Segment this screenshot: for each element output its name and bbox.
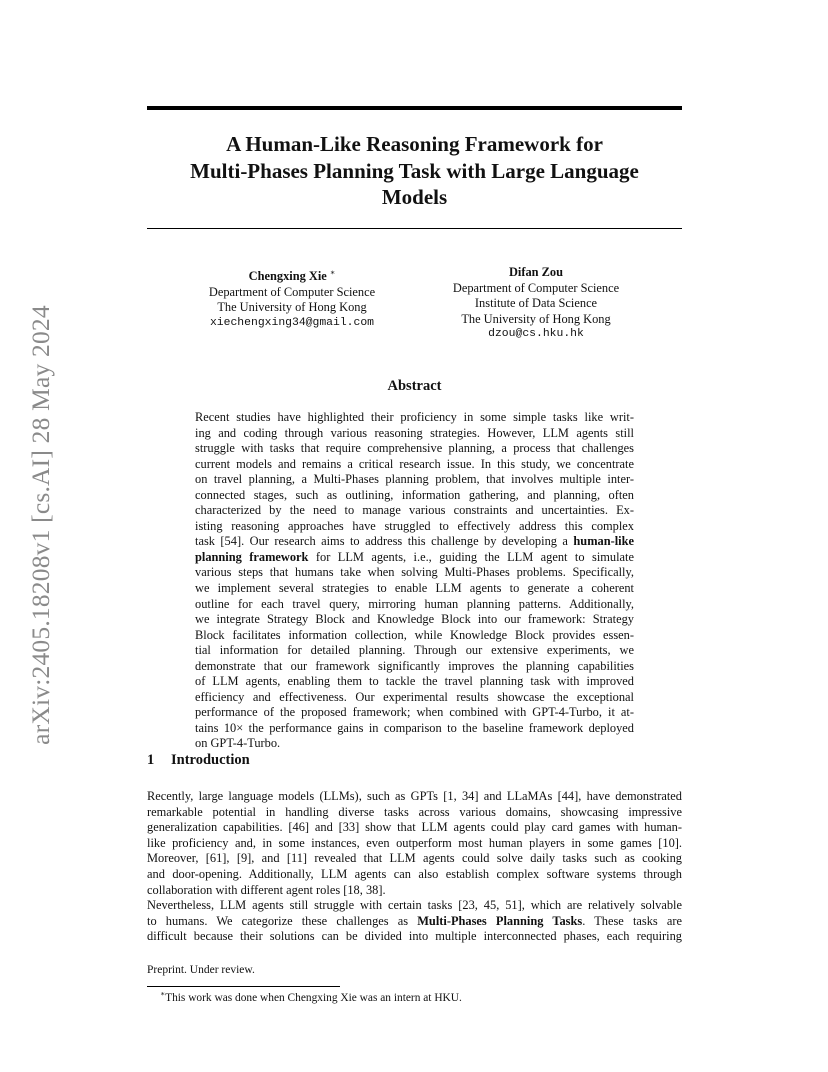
abstract-heading: Abstract (387, 378, 442, 394)
abstract-body (195, 410, 634, 752)
abstract-line: efficiency and effectiveness. Our experimental results showcase the exceptional (195, 689, 634, 704)
author-2-name: Difan Zou (508, 265, 564, 279)
intro-paragraph-1 (147, 789, 682, 898)
intro-paragraph-2 (147, 898, 682, 945)
title-line-2: Multi-Phases Planning Task with Large Language (190, 158, 639, 183)
arxiv-id-text: arXiv:2405.18208v1 [cs.AI] 28 May 2024 (26, 305, 55, 745)
author-1-footnote-mark: ∗ (329, 268, 336, 277)
footnote-mark: ∗ (160, 989, 166, 998)
abstract-line: Block facilitates information collection, while Knowledge Block provides essen- (195, 627, 634, 642)
author-1-email: xiechengxing34@gmail.com (209, 316, 375, 329)
section-title: Introduction (171, 752, 250, 768)
abstract-line (195, 550, 634, 566)
bold-term: Multi-Phases Planning Tasks (417, 913, 583, 928)
abstract-line (195, 534, 634, 550)
paragraph-line (147, 914, 682, 930)
paragraph-line: Recently, large language models (LLMs), such as GPTs [1, 34] and LLaMAs [44], have demonstrated (147, 789, 682, 803)
paragraph-line: remarkable potential in handling diverse tasks across various domains, showcasing impressive (147, 804, 682, 819)
paper-title (147, 131, 682, 211)
paragraph-text: . These tasks are (582, 913, 682, 928)
abstract-line: Recent studies have highlighted their proficiency in some simple tasks like writ- (195, 410, 634, 424)
abstract-line: various steps that humans take when solving Multi-Phases problems. Specifically, (195, 565, 634, 580)
abstract-line: we integrate Strategy Block and Knowledge Block into our framework: Strategy (195, 612, 634, 627)
author-1 (187, 265, 397, 332)
title-bottom-rule (147, 228, 682, 229)
author-2 (431, 265, 641, 343)
author-1-affiliation-1: Department of Computer Science (208, 284, 376, 299)
abstract-line: on GPT-4-Turbo. (195, 736, 281, 751)
abstract-line: ing and coding through various reasoning strategies. However, LLM agents still (195, 425, 634, 440)
author-2-email: dzou@cs.hku.hk (488, 328, 584, 341)
abstract-line: current models and remains a critical research issue. In this study, we concentrate (195, 456, 634, 471)
title-line-1: A Human-Like Reasoning Framework for (226, 132, 603, 156)
footnote (160, 989, 462, 1004)
abstract-line: tains 10× the performance gains in comparison to the baseline framework deployed (195, 720, 634, 735)
abstract-line: characterized by the need to manage various constraints and uncertainties. Ex- (195, 503, 634, 518)
paragraph-text: to humans. We categorize these challenges as (147, 913, 418, 928)
section-number: 1 (147, 752, 155, 768)
author-2-affiliation-1: Department of Computer Science (452, 280, 620, 295)
abstract-bold-term: human-like (573, 534, 634, 549)
abstract-line: performance of the proposed framework; when combined with GPT-4-Turbo, it at- (195, 705, 634, 720)
abstract-line: connected stages, such as outlining, information gathering, and planning, often (195, 487, 634, 502)
abstract-line: we implement several strategies to enable LLM agents to generate a coherent (195, 581, 634, 596)
paragraph-line: collaboration with different agent roles [18, 38]. (147, 882, 386, 897)
author-2-affiliation-3: The University of Hong Kong (461, 311, 611, 326)
abstract-line: isting reasoning approaches have struggled to effectively address this complex (195, 518, 634, 533)
abstract-line-text: task [54]. Our research aims to address this challenge by developing a (195, 534, 574, 549)
abstract-line: struggle with tasks that require comprehensive planning, a process that challenges (195, 441, 634, 456)
abstract-line: tial information for detailed planning. Through our extensive experiments, we (195, 643, 634, 658)
abstract-line: demonstrate that our framework significantly improves the planning capabilities (195, 658, 634, 673)
author-2-affiliation-2: Institute of Data Science (474, 296, 598, 311)
abstract-line: on travel planning, a Multi-Phases planning problem, that involves multiple inter- (195, 472, 634, 487)
arxiv-identifier (22, 290, 60, 760)
section-heading-introduction (147, 752, 250, 769)
paragraph-line: generalization capabilities. [46] and [33] show that LLM agents could play card games with human- (147, 820, 682, 835)
paragraph-line: and door-opening. Additionally, LLM agents can also establish complex software systems through (147, 866, 682, 881)
abstract-line-text: for LLM agents, i.e., guiding the LLM agent to simulate (308, 549, 634, 564)
author-1-affiliation-2: The University of Hong Kong (217, 300, 367, 315)
paragraph-line: like proficiency and, in some instances, even outperform most human players in some games [10]. (147, 835, 682, 850)
abstract-bold-term: planning framework (195, 549, 309, 564)
author-1-name: Chengxing Xie (248, 269, 327, 284)
footnote-text: This work was done when Chengxing Xie was an intern at HKU. (165, 991, 462, 1004)
abstract-line: of LLM agents, enabling them to tackle the travel planning task with improved (195, 674, 634, 689)
preprint-note: Preprint. Under review. (147, 964, 255, 976)
paragraph-line: Nevertheless, LLM agents still struggle with certain tasks [23, 45, 51], which are relatively solvable (147, 898, 682, 912)
title-top-rule (147, 106, 682, 110)
paragraph-line: Moreover, [61], [9], and [11] revealed that LLM agents could solve daily tasks such as cooking (147, 851, 682, 866)
footnote-rule (147, 986, 340, 987)
title-line-3: Models (381, 185, 448, 209)
paragraph-line: difficult because their solutions can be divided into multiple interconnected phases, each requiring (147, 929, 682, 944)
abstract-line: outline for each travel query, mirroring human planning patterns. Additionally, (195, 596, 634, 611)
